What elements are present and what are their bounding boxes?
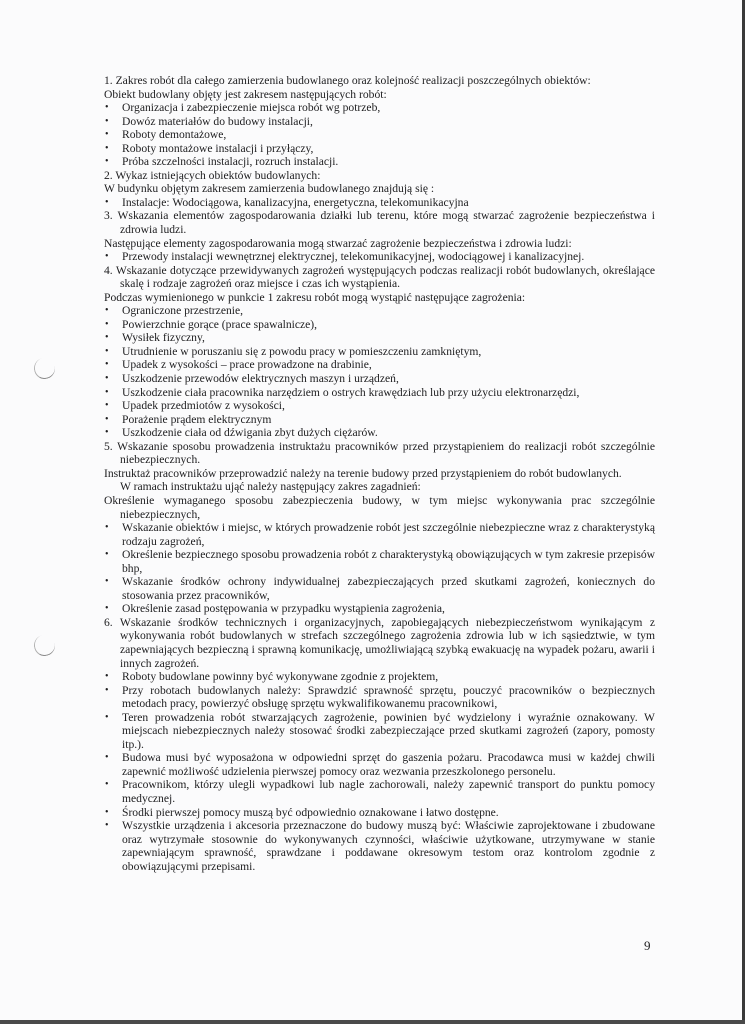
list-item: • Ograniczone przestrzenie, xyxy=(104,304,655,318)
list-item: • Instalacje: Wodociągowa, kanalizacyjna, energetyczna, telekomunikacyjna xyxy=(104,196,655,210)
list-item: • Organizacja i zabezpieczenie miejsca robót wg potrzeb, xyxy=(104,101,655,115)
list-item: • Budowa musi być wyposażona w odpowiedni sprzęt do gaszenia pożaru. Pracodawca musi w każdej chwili zapewnić możliwość udzielenia pierwszej pomocy oraz wezwania przeszkolonego personelu. xyxy=(104,751,655,778)
scan-edge-bottom xyxy=(0,1020,745,1024)
section-intro: W budynku objętym zakresem zamierzenia budowlanego znajdują się : xyxy=(104,182,435,196)
section-intro: Podczas wymienionego w punkcie 1 zakresu robót mogą wystąpić następujące zagrożenia: xyxy=(104,290,526,304)
document-body xyxy=(104,74,655,873)
list-item: • Dowóz materiałów do budowy instalacji, xyxy=(104,115,655,129)
list-item: • Wskazanie środków ochrony indywidualnej zabezpieczających przed skutkami zagrożeń, koniecznych do stosowania przez pracowników, xyxy=(104,575,655,602)
section-6 xyxy=(104,616,655,873)
section-heading: 1. Zakres robót dla całego zamierzenia budowlanego oraz kolejność realizacji poszczególnych obiektów: xyxy=(104,74,591,87)
list-item: • Pracownikom, którzy ulegli wypadkowi lub nagle zachorowali, należy zapewnić transport do punktu pomocy medycznej. xyxy=(104,778,655,805)
list-item: • Upadek z wysokości – prace prowadzone na drabinie, xyxy=(104,358,655,372)
list-item: • Przewody instalacji wewnętrznej elektrycznej, telekomunikacyjnej, wodociągowej i kanalizacyjnej. xyxy=(104,250,655,264)
page-number: 9 xyxy=(644,938,651,953)
list-item: • Upadek przedmiotów z wysokości, xyxy=(104,399,655,413)
punch-hole-mark xyxy=(32,356,58,382)
section-intro: Obiekt budowlany objęty jest zakresem następujących robót: xyxy=(104,87,387,101)
section-heading: 2. Wykaz istniejących obiektów budowlanych: xyxy=(104,168,321,182)
section-3 xyxy=(104,209,655,263)
list-item: • Uszkodzenie ciała od dźwigania zbyt dużych ciężarów. xyxy=(104,426,655,440)
list-item: • Porażenie prądem elektrycznym xyxy=(104,413,655,427)
section-1 xyxy=(104,74,655,169)
section-5 xyxy=(104,440,655,616)
list-item: • Roboty demontażowe, xyxy=(104,128,655,142)
list-item: • Teren prowadzenia robót stwarzających zagrożenie, powinien być wydzielony i wyraźnie oznakowany. W miejscach niebezpiecznych należy stosować środki zabezpieczające przed skutkami zagrożeń (zapory, pomosty itp.). xyxy=(104,711,655,752)
section-intro: Następujące elementy zagospodarowania mogą stwarzać zagrożenie bezpieczeństwa i zdrowia ludzi: xyxy=(104,236,572,250)
list-item: • Wszystkie urządzenia i akcesoria przeznaczone do budowy muszą być: Właściwie zaprojektowane i zbudowane oraz wytrzymałe stosownie do wykonywanych czynności, właściwie użytkowane, utrzymywane w stanie zapewniającym sprawność, sprawdzane i poddawane okresowym testom oraz kontrolom zgodnie z obowiązującymi przepisami. xyxy=(104,819,655,873)
punch-hole-mark xyxy=(32,633,58,659)
section-2 xyxy=(104,169,655,210)
list-item: • Wysiłek fizyczny, xyxy=(104,331,655,345)
list-item: • Próba szczelności instalacji, rozruch instalacji. xyxy=(104,155,655,169)
list-item: • Utrudnienie w poruszaniu się z powodu pracy w pomieszczeniu zamkniętym, xyxy=(104,345,655,359)
section-heading: 6. Wskazanie środków technicznych i organizacyjnych, zapobiegających niebezpieczeństwom wynikającym z wykonywania robót budowlanych w strefach szczególnego zagrożenia zdrowia lub w ich sąsiedztwie, w tym zapewniających bezpieczną i sprawną komunikację, umożliwiającą szybką ewakuację na wypadek pożaru, awarii i innych zagrożeń. xyxy=(104,615,655,670)
list-item: • Przy robotach budowlanych należy: Sprawdzić sprawność sprzętu, pouczyć pracowników o bezpiecznych metodach pracy, powierzyć obsługę sprzętu wykwalifikowanemu pracownikowi, xyxy=(104,684,655,711)
section-4 xyxy=(104,264,655,440)
list-item: • Uszkodzenie ciała pracownika narzędziem o ostrych krawędziach lub przy użyciu elektronarzędzi, xyxy=(104,386,655,400)
list-item: • Wskazanie obiektów i miejsc, w których prowadzenie robót jest szczególnie niebezpieczne wraz z charakterystyką rodzaju zagrożeń, xyxy=(104,521,655,548)
list-item: • Określenie zasad postępowania w przypadku wystąpienia zagrożenia, xyxy=(104,602,655,616)
section-intro: Instruktaż pracowników przeprowadzić należy na terenie budowy przed przystąpieniem do robót budowlanych. xyxy=(104,466,622,480)
section-heading: 5. Wskazanie sposobu prowadzenia instruktażu pracowników przed przystąpieniem do realizacji robót szczególnie niebezpiecznych. xyxy=(104,439,655,467)
section-heading: 3. Wskazania elementów zagospodarowania działki lub terenu, które mogą stwarzać zagrożenie bezpieczeństwa i zdrowia ludzi. xyxy=(104,209,655,237)
section-heading: 4. Wskazanie dotyczące przewidywanych zagrożeń występujących podczas realizacji robót budowlanych, określające skalę i rodzaje zagrożeń oraz miejsce i czas ich wystąpienia. xyxy=(104,263,655,291)
list-item: • Środki pierwszej pomocy muszą być odpowiednio oznakowane i łatwo dostępne. xyxy=(104,806,655,820)
section-intro-2: W ramach instruktażu ująć należy następujący zakres zagadnień: xyxy=(120,480,421,494)
list-item: • Określenie bezpiecznego sposobu prowadzenia robót z charakterystyką obowiązujących w tym zakresie przepisów bhp, xyxy=(104,548,655,575)
list-item: • Powierzchnie gorące (prace spawalnicze), xyxy=(104,318,655,332)
list-item: • Uszkodzenie przewodów elektrycznych maszyn i urządzeń, xyxy=(104,372,655,386)
list-item: • Roboty budowlane powinny być wykonywane zgodnie z projektem, xyxy=(104,670,655,684)
list-item: • Roboty montażowe instalacji i przyłączy, xyxy=(104,142,655,156)
section-lead: Określenie wymaganego sposobu zabezpieczenia budowy, w tym miejsc wykonywania prac szczególnie niebezpiecznych, xyxy=(104,493,655,521)
